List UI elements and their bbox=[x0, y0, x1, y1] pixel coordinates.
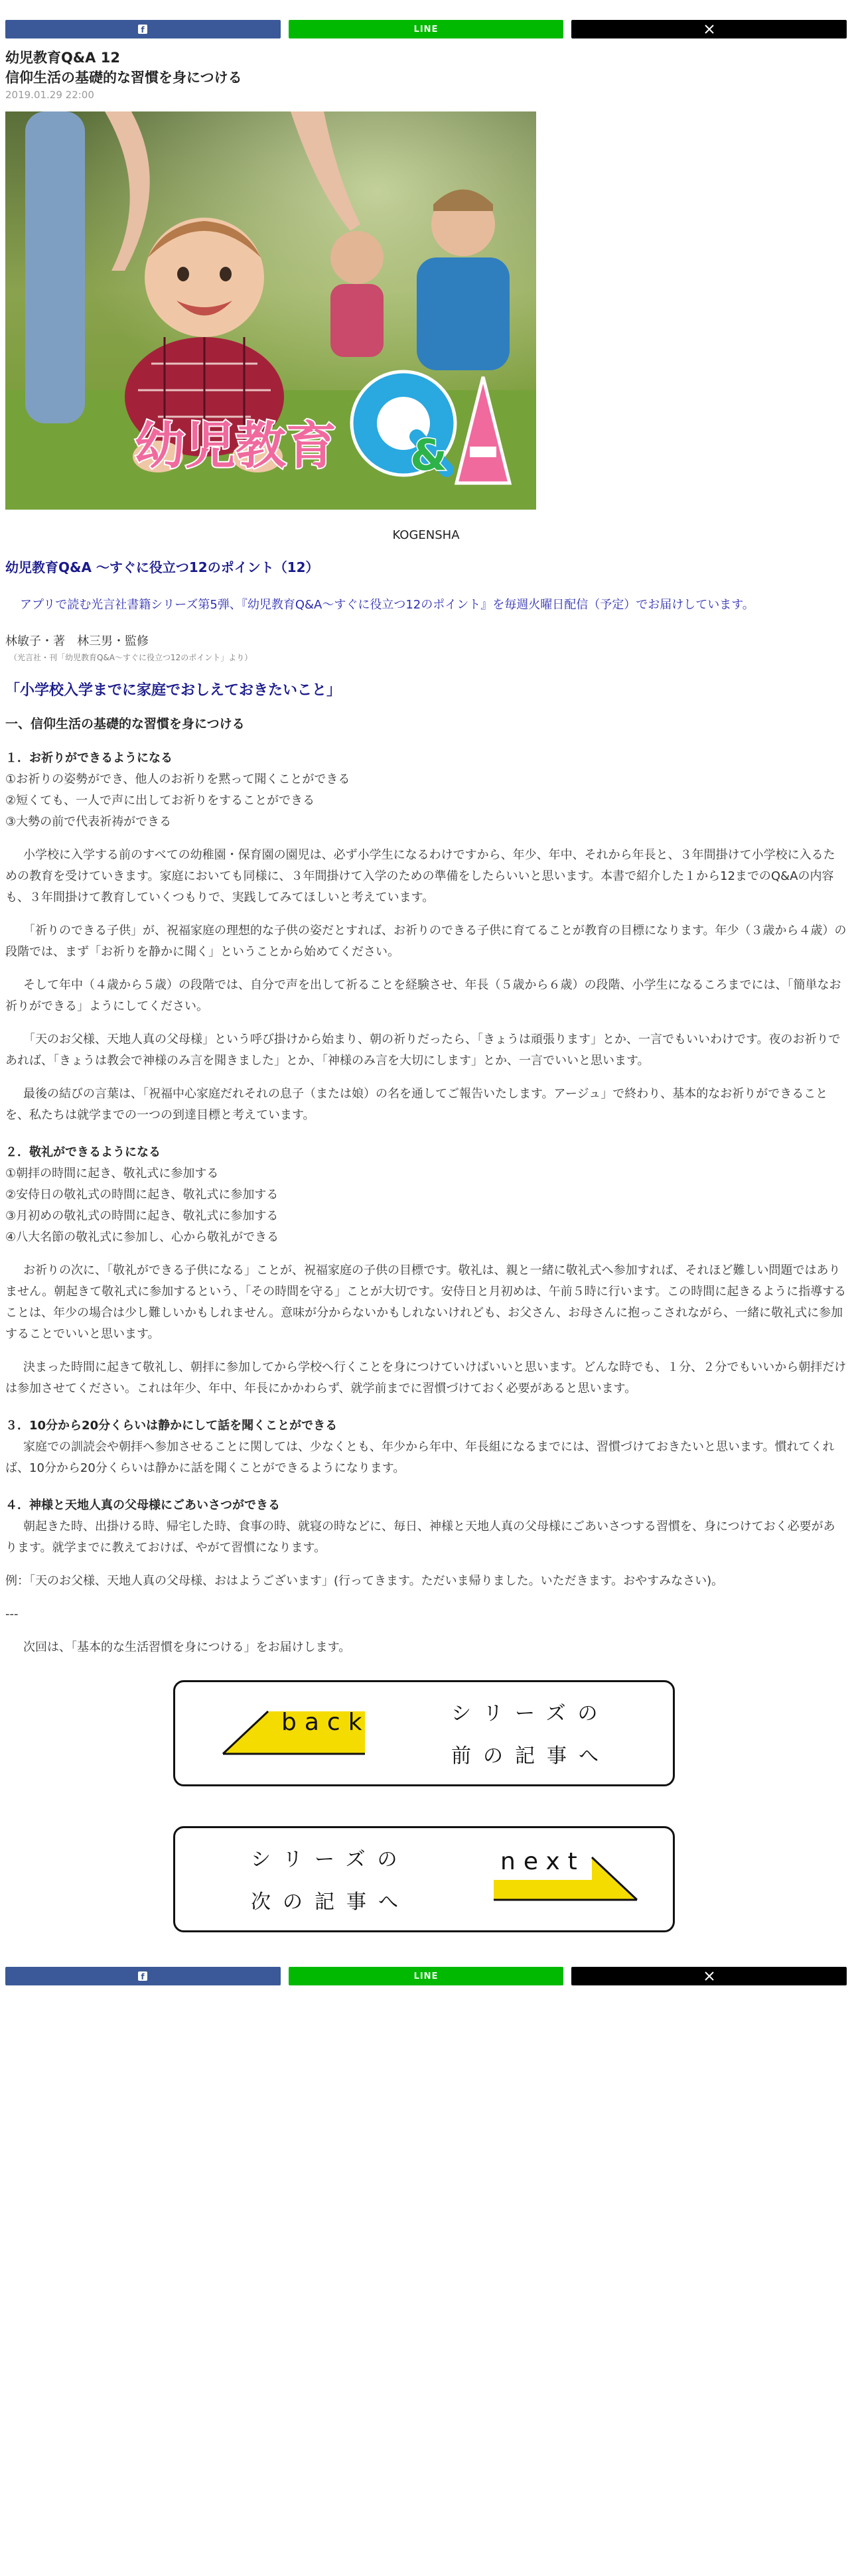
section-heading: 一、信仰生活の基礎的な習慣を身につける bbox=[5, 717, 245, 731]
paragraph: 小学校に入学する前のすべての幼稚園・保育園の園児は、必ず小学生になるわけですから、年少、年中、それから年長と、３年間掛けて小学校に入るための教育を受けていきます。家庭においても同様に、３年間掛けて入学のための準備をしたらいいと思います。本書で紹介した１から12までのQ&Aの内容も、３年間掛けて教育していくつもりで、実践してみてほしいと考えています。 bbox=[5, 848, 835, 904]
next-text-line-1: シリーズの bbox=[251, 1848, 409, 1871]
title-line-2: 信仰生活の基礎的な習慣を身につける bbox=[5, 70, 242, 86]
example-text: 例：「天のお父様、天地人真の父母様、おはようございます」(行ってきます。ただいま帰りました。いただきます。おやすみなさい)。 bbox=[5, 1574, 724, 1588]
x-icon bbox=[705, 1971, 714, 1981]
share-bar-top bbox=[5, 20, 847, 38]
next-text bbox=[251, 1839, 410, 1924]
title-line-1: 幼児教育Q&A 12 bbox=[5, 50, 120, 66]
svg-text:&: & bbox=[410, 431, 447, 480]
list-item: ③月初めの敬礼式の時間に起き、敬礼式に参加する bbox=[5, 1209, 279, 1223]
list-item: ②安侍日の敬礼式の時間に起き、敬礼式に参加する bbox=[5, 1188, 279, 1202]
line-label: LINE bbox=[413, 24, 439, 35]
svg-text:f: f bbox=[141, 25, 145, 34]
list-item: ④八大名節の敬礼式に参加し、心から敬礼ができる bbox=[5, 1230, 279, 1244]
line-label: LINE bbox=[413, 1971, 439, 1981]
line-share-button[interactable] bbox=[289, 20, 564, 38]
facebook-icon bbox=[138, 25, 147, 34]
callout: 「小学校入学までに家庭でおしえておきたいこと」 bbox=[5, 682, 342, 699]
facebook-share-button[interactable] bbox=[5, 20, 281, 38]
list-item: ②短くても、一人で声に出してお祈りをすることができる bbox=[5, 794, 315, 808]
publish-date: 2019.01.29 22:00 bbox=[5, 89, 94, 101]
paragraph: 「天のお父様、天地人真の父母様」という呼び掛けから始まり、朝の祈りだったら、「きょうは頑張ります」とか、一言でもいいわけです。夜のお祈りであれば、「きょうは教会で神様のみ言を聞きました」とか、「神様のみ言を大切にします」とか、一言でいいと思います。 bbox=[5, 1033, 841, 1068]
list-item: ①お祈りの姿勢ができ、他人のお祈りを黙って聞くことができる bbox=[5, 772, 350, 786]
hero-photo bbox=[5, 111, 536, 510]
back-label: back bbox=[281, 1709, 370, 1736]
paragraph: そして年中（４歳から５歳）の段階では、自分で声を出して祈ることを経験させ、年長（５歳から６歳）の段階、小学生になるころまでには、「簡単なお祈りができる」ようにしてください。 bbox=[5, 978, 841, 1013]
paragraph: 「祈りのできる子供」が、祝福家庭の理想的な子供の姿だとすれば、お祈りのできる子供に育てることが教育の目標になります。年少（３歳から４歳）の段階では、まず「お祈りを静かに聞く」ということから始めてください。 bbox=[5, 924, 847, 959]
facebook-share-button[interactable] bbox=[5, 1967, 281, 1985]
hero-logo-text: 幼児教育 bbox=[135, 416, 336, 475]
share-bar-bottom bbox=[5, 1967, 847, 1985]
next-notice: 次回は、「基本的な生活習慣を身につける」をお届けします。 bbox=[23, 1640, 351, 1654]
facebook-icon bbox=[138, 1971, 147, 1981]
paragraph: 決まった時間に起きて敬礼し、朝拝に参加してから学校へ行くことを身につけていけばいいと思います。どんな時でも、１分、２分でもいいから朝拝だけは参加させてください。これは年少、年中、年長にかかわらず、就学前までに習慣づけておく必要があると思います。 bbox=[5, 1360, 847, 1395]
subhead-1: １．お祈りができるようになる bbox=[5, 751, 173, 765]
list-item: ①朝拝の時間に起き、敬礼式に参加する bbox=[5, 1167, 219, 1181]
paragraph: 家庭での訓読会や朝拝へ参加させることに関しては、少なくとも、年少から年中、年長組になるまでには、習慣づけておきたいと思います。慣れてくれば、10分から20分くらいは静かに話を聞くことができるようになります。 bbox=[5, 1440, 835, 1475]
article-title bbox=[5, 48, 847, 88]
paragraph: 最後の結びの言葉は、「祝福中心家庭だれそれの息子（または娘）の名を通してご報告いたします。アージュ」で終わり、基本的なお祈りができることを、私たちは就学までの一つの到達目標と考えています。 bbox=[5, 1087, 828, 1122]
subhead-3: ３．10分から20分くらいは静かにして話を聞くことができる bbox=[5, 1419, 338, 1433]
list-1 bbox=[5, 769, 847, 833]
x-icon bbox=[705, 25, 714, 34]
back-text-line-2: 前の記事へ bbox=[451, 1745, 610, 1768]
paragraph: お祈りの次に、「敬礼ができる子供になる」ことが、祝福家庭の子供の目標です。敬礼は、親と一緒に敬礼式へ参加すれば、それほど難しい問題ではありません。朝起きて敬礼式に参加するという、「その時間を守る」ことが大切です。安侍日と月初めは、午前５時に行います。この時間に起きるように指導することは、年少の場合は少し難しいかもしれません。意味が分からないかもしれないけれども、お父さん、お母さんに抱っこされながら、一緒に敬礼式に参加することでいいと思います。 bbox=[5, 1263, 847, 1341]
list-2 bbox=[5, 1163, 847, 1248]
source-note: （光言社・刊「幼児教育Q&A～すぐに役立つ12のポイント」より） bbox=[9, 653, 253, 662]
back-text bbox=[451, 1693, 610, 1778]
next-article-link[interactable] bbox=[173, 1826, 675, 1932]
next-label: next bbox=[500, 1848, 585, 1875]
list-item: ③大勢の前で代表祈祷ができる bbox=[5, 815, 172, 829]
x-share-button[interactable] bbox=[571, 1967, 847, 1985]
line-share-button[interactable] bbox=[289, 1967, 564, 1985]
previous-article-link[interactable] bbox=[173, 1680, 675, 1786]
back-text-line-1: シリーズの bbox=[451, 1702, 610, 1725]
next-text-line-2: 次の記事へ bbox=[251, 1891, 410, 1914]
divider: --- bbox=[5, 1607, 19, 1621]
series-title: 幼児教育Q&A ～すぐに役立つ12のポイント（12） bbox=[5, 559, 319, 575]
lead-text: アプリで読む光言社書籍シリーズ第5弾、『幼児教育Q&A～すぐに役立つ12のポイント』を毎週火曜日配信（予定）でお届けしています。 bbox=[20, 598, 754, 612]
subhead-2: ２．敬礼ができるようになる bbox=[5, 1145, 161, 1159]
svg-text:f: f bbox=[141, 1972, 145, 1981]
subhead-4: ４．神様と天地人真の父母様にごあいさつができる bbox=[5, 1498, 280, 1512]
photo-credit: KOGENSHA bbox=[392, 528, 460, 542]
hero-image bbox=[5, 111, 536, 510]
paragraph: 朝起きた時、出掛ける時、帰宅した時、食事の時、就寝の時などに、毎日、神様と天地人真の父母様にごあいさつする習慣を、身につけておく必要があります。就学までに教えておけば、やがて習慣になります。 bbox=[5, 1520, 835, 1555]
x-share-button[interactable] bbox=[571, 20, 847, 38]
author: 林敏子・著 林三男・監修 bbox=[5, 634, 149, 648]
article bbox=[5, 48, 847, 1658]
